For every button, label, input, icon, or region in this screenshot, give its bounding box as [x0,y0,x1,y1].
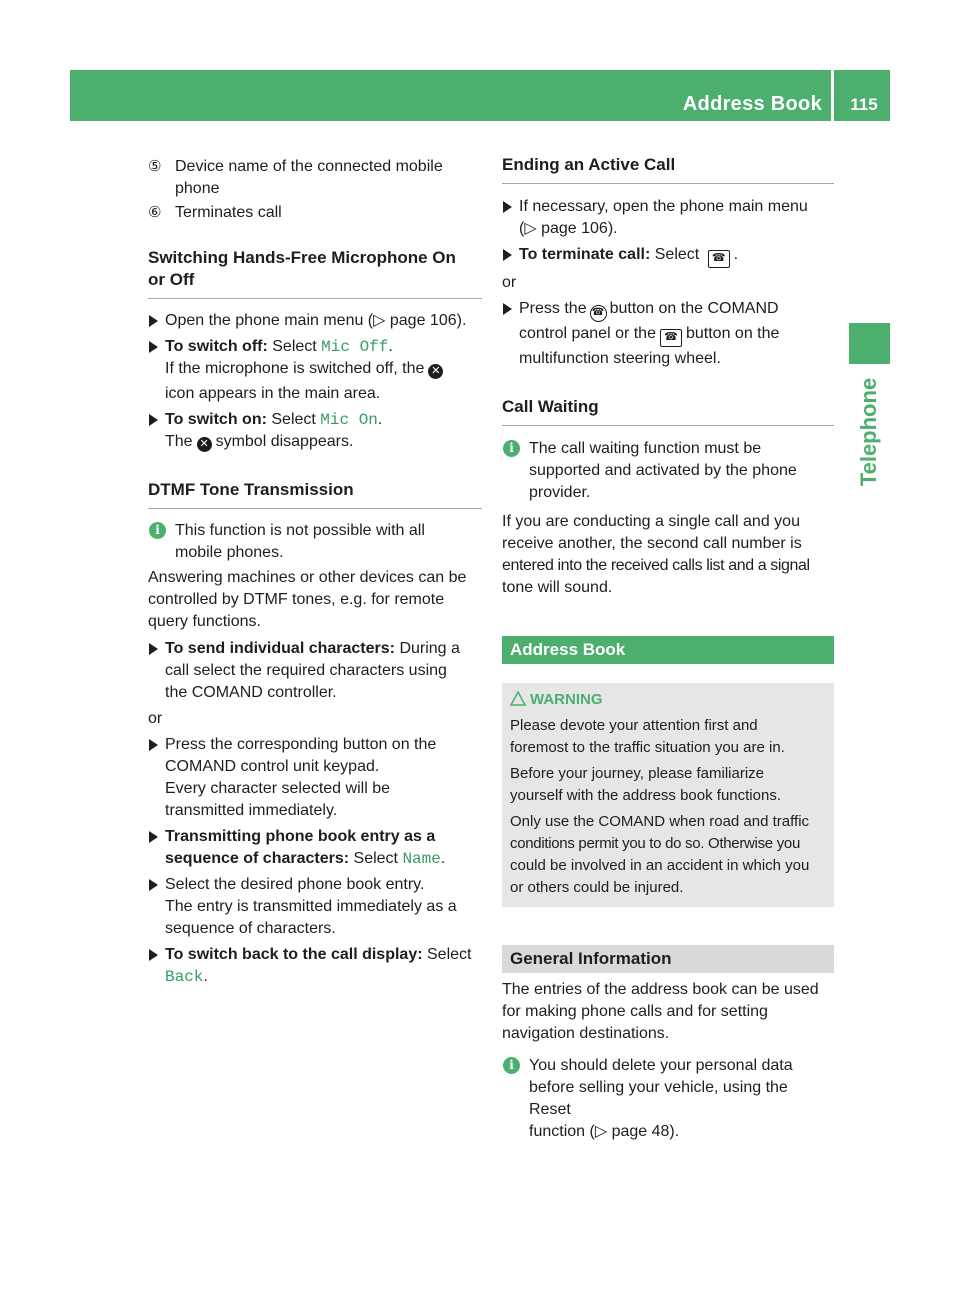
item-text: Device name of the connected mobile [175,158,443,175]
note-text: supported and activated by the phone [529,462,797,479]
chapter-band-address-book: Address Book [502,636,834,664]
step-text: the COMAND controller. [165,684,337,701]
step-text: call select the required characters using [165,662,447,679]
step-text: The entry is transmitted immediately as a [165,898,457,915]
step-text: Select [353,850,398,867]
arrow-bullet-icon [149,949,158,961]
list-item [148,156,482,200]
paragraph [148,567,482,633]
section-heading: Call Waiting [502,396,834,426]
or-separator: or [502,274,517,291]
section-band-general-information: General Information [502,945,834,973]
arrow-bullet-icon [149,879,158,891]
arrow-bullet-icon [149,315,158,327]
menu-item-name: Name [402,850,441,868]
step-label: To switch on: [165,411,267,428]
step-label: To terminate call: [519,246,651,263]
warning-box [502,683,834,907]
note-text: You should delete your personal data [529,1057,793,1074]
paragraph-line: query functions. [148,613,261,630]
header-divider [831,70,834,121]
instruction-step: To terminate call: Select ☎ . [502,244,834,268]
info-note [502,438,834,504]
paragraph-line: tone will sound. [502,579,613,596]
arrow-bullet-icon [503,303,512,315]
step-text: Select [654,246,700,263]
step-text: transmitted immediately. [165,802,338,819]
paragraph-line: for making phone calls and for setting [502,1003,768,1020]
warning-line: foremost to the traffic situation you are in. [510,739,785,756]
instruction-step: To switch off: Select Mic Off. If the microphone is switched off, the ✕ icon appears in the main area. [148,336,482,405]
paragraph-line: navigation destinations. [502,1025,670,1042]
step-label: Transmitting phone book entry as a [165,828,436,845]
info-icon: i [503,440,520,457]
instruction-step [502,196,834,240]
heading-line: or Off [148,270,195,289]
paragraph [502,511,834,599]
arrow-bullet-icon [149,831,158,843]
mic-off-icon: ✕ [197,437,212,452]
arrow-bullet-icon [503,201,512,213]
step-text: Press the [519,300,587,317]
list-item [148,202,482,224]
or-separator: or [148,710,163,727]
section-heading: Ending an Active Call [502,154,834,184]
step-text: Select [271,411,316,428]
step-text: sequence of characters. [165,920,336,937]
item-marker: ⑥ [148,204,162,221]
step-label: To send individual characters: [165,640,395,657]
note-text: before selling your vehicle, using the Reset [529,1079,788,1118]
warning-line: yourself with the address book functions. [510,787,781,804]
step-label: To switch off: [165,338,268,355]
warning-paragraph [510,811,826,899]
menu-item-mic-off: Mic Off [321,338,389,356]
instruction-step [148,638,482,704]
paragraph-line: entered into the received calls list and a signal [502,557,810,574]
instruction-step: To switch on: Select Mic On. The ✕ symbol disappears. [148,409,482,453]
section-heading [148,247,482,299]
instruction-step [148,734,482,822]
warning-paragraph [510,763,826,807]
paragraph-line: Answering machines or other devices can be [148,569,467,586]
step-text: If necessary, open the phone main menu [519,198,808,215]
instruction-step: To switch back to the call display: Select Back. [148,944,482,988]
mic-off-icon: ✕ [428,364,443,379]
page-section-title: Address Book [682,93,822,115]
instruction-step [148,310,482,332]
note-text: provider. [529,484,591,501]
step-text: COMAND control unit keypad. [165,758,380,775]
hang-up-icon: ☎ [708,250,730,268]
warning-paragraph [510,715,826,759]
instruction-step [148,874,482,940]
step-text: The [165,433,193,450]
menu-item-mic-on: Mic On [320,411,378,429]
paragraph-line: receive another, the second call number is [502,535,802,552]
step-text: control panel or the [519,325,656,342]
header-bar [70,70,890,121]
right-column [502,150,834,1143]
warning-title: WARNING [530,691,603,708]
step-text: Every character selected will be [165,780,390,797]
info-icon: i [503,1057,520,1074]
step-text: If the microphone is switched off, the [165,360,425,377]
step-text: icon appears in the main area. [165,385,381,402]
page-number: 115 [850,95,878,114]
step-text: button on the [685,325,780,342]
arrow-bullet-icon [503,249,512,261]
info-note [502,1055,834,1143]
warning-line: Only use the COMAND when road and traffic [510,813,810,830]
heading-line: Switching Hands-Free Microphone On [148,248,456,267]
end-call-button-icon: ☎ [590,305,607,322]
warning-heading [510,689,826,711]
item-marker: ⑤ [148,158,162,175]
step-text: Select [427,946,472,963]
info-icon: i [149,522,166,539]
instruction-step [502,298,834,370]
step-label: To switch back to the call display: [165,946,423,963]
left-column [148,150,482,988]
arrow-bullet-icon [149,739,158,751]
warning-line: conditions permit you to do so. Otherwise you [510,835,800,852]
paragraph-line: controlled by DTMF tones, e.g. for remote [148,591,445,608]
step-text: (▷ page 106). [519,220,618,237]
warning-line: could be involved in an accident in which you [510,857,810,874]
item-text: Terminates call [175,204,282,221]
warning-icon [510,691,526,706]
info-note [148,520,482,564]
step-label: sequence of characters: [165,850,350,867]
paragraph [502,979,834,1045]
hang-up-icon: ☎ [660,329,682,347]
warning-line: Please devote your attention first and [510,717,758,734]
menu-item-back: Back [165,968,204,986]
note-text: mobile phones. [175,544,284,561]
arrow-bullet-icon [149,341,158,353]
side-tab-label: Telephone [856,377,881,487]
arrow-bullet-icon [149,414,158,426]
step-text: During a [399,640,460,657]
side-tab-marker [849,323,890,364]
step-text: Select [272,338,317,355]
warning-line: Before your journey, please familiarize [510,765,765,782]
note-text: This function is not possible with all [175,522,425,539]
step-text: Select the desired phone book entry. [165,876,425,893]
item-text: phone [175,180,220,197]
section-heading: DTMF Tone Transmission [148,479,482,509]
warning-line: or others could be injured. [510,879,684,896]
step-text: button on the COMAND [609,300,779,317]
paragraph-line: If you are conducting a single call and you [502,513,800,530]
step-text: multifunction steering wheel. [519,350,721,367]
step-text: Open the phone main menu (▷ page 106). [165,312,467,329]
step-text: symbol disappears. [215,433,354,450]
paragraph-line: The entries of the address book can be used [502,981,819,998]
step-text: Press the corresponding button on the [165,736,437,753]
arrow-bullet-icon [149,643,158,655]
note-text: The call waiting function must be [529,440,762,457]
instruction-step: Transmitting phone book entry as a sequence of characters: Select Name. [148,826,482,870]
note-text: function (▷ page 48). [529,1123,680,1140]
